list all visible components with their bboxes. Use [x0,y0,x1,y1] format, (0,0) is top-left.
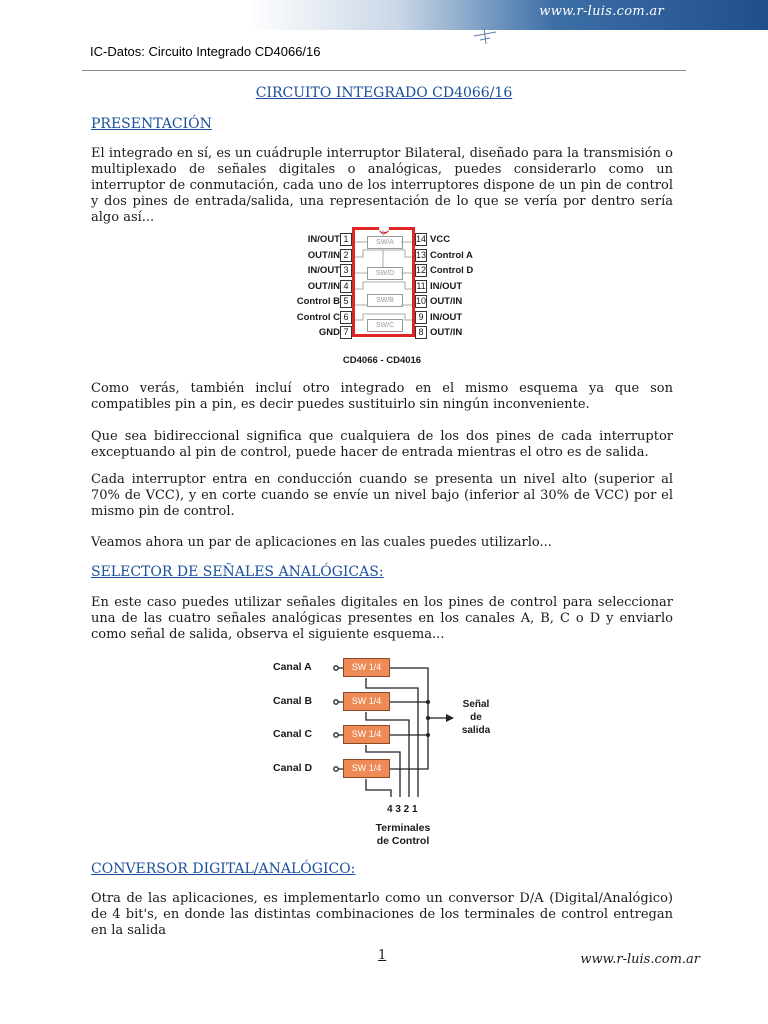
pin-label-8: OUT/IN [430,327,463,338]
pin-number-14: 14 [416,234,427,244]
pin-label-7: GND [318,327,340,338]
pin-number-9: 9 [415,311,427,324]
channel-c-label: Canal C [273,728,313,740]
pin-label-2: OUT/IN [307,250,340,261]
switch-b: SW/B [367,294,403,307]
control-terminal-numbers: 4 3 2 1 [387,804,418,815]
chip-body [352,227,415,337]
section-heading-conversor: CONVERSOR DIGITAL/ANALÓGICO: [91,861,356,877]
paragraph-conversor: Otra de las aplicaciones, es implementarlo como un conversor D/A (Digital/Analógico) de 4 bit's, en donde las distintas combinaciones de los terminales de control entregan en la salida [91,891,673,938]
paragraph-bidirectional: Que sea bidireccional significa que cualquiera de los dos pines de cada interruptor exceptuando al pin de control, puede hacer de entrada mientras el otro es de salida. [91,429,673,460]
switch-a: SW/A [367,236,403,249]
pin-label-10: OUT/IN [430,296,463,307]
pin-number-10: 10 [416,296,427,306]
header-divider [82,70,686,71]
pin-label-1: IN/OUT [307,234,340,245]
pin-label-14: VCC [430,234,451,245]
pin-label-6: Control C [296,312,340,323]
channel-a-label: Canal A [273,661,312,673]
pin-number-1: 1 [340,233,352,246]
chip-pinout-figure [284,222,480,372]
paragraph-intro: El integrado en sí, es un cuádruple interruptor Bilateral, diseñado para la transmisión o multiplexado de señales digitales o analógicas, puedes considerarlo como un interruptor de conmutación, cada uno de los interruptores dispone de un pin de control y dos pines de entrada/salida, una representación de lo que se vería por dentro sería algo así... [91,146,673,225]
paragraph-applications: Veamos ahora un par de aplicaciones en las cuales puedes utilizarlo... [91,535,552,550]
switch-box-b: SW 1/4 [343,692,390,711]
pin-number-8: 8 [415,326,427,339]
switch-d: SW/D [367,267,403,280]
decorative-mark-icon [470,26,500,46]
paragraph-selector: En este caso puedes utilizar señales digitales en los pines de control para seleccionar una de las cuatro señales analógicas presentes en los canales A, B, C o D y enviarlo como señal de salida, observa el siguiente esquema... [91,595,673,642]
pin-number-4: 4 [340,280,352,293]
control-label-line-2: de Control [376,835,430,847]
switch-box-a: SW 1/4 [343,658,390,677]
banner-url: www.r-luis.com.ar [539,4,664,19]
pin-number-7: 7 [340,326,352,339]
switch-box-c: SW 1/4 [343,725,390,744]
pin-label-11: IN/OUT [430,281,463,292]
output-signal-label [456,698,496,737]
chip-internal-wiring [355,230,412,334]
output-label-line-1: Señal [462,699,490,710]
page-title: CIRCUITO INTEGRADO CD4066/16 [255,85,513,101]
section-heading-selector: SELECTOR DE SEÑALES ANALÓGICAS: [91,564,384,580]
selector-diagram [268,652,508,852]
pin-number-11: 11 [416,281,426,291]
pin-label-13: Control A [430,250,473,261]
switch-c: SW/C [367,319,403,332]
pin-label-12: Control D [430,265,474,276]
channel-d-label: Canal D [273,762,313,774]
control-terminals-label [363,822,443,848]
pin-label-4: OUT/IN [307,281,340,292]
footer-url: www.r-luis.com.ar [580,952,700,967]
control-label-line-1: Terminales [375,822,431,834]
pin-label-9: IN/OUT [430,312,463,323]
pin-label-3: IN/OUT [307,265,340,276]
pin-number-3: 3 [340,264,352,277]
pin-number-12: 12 [416,265,427,275]
pin-number-2: 2 [340,249,352,262]
switch-box-d: SW 1/4 [343,759,390,778]
channel-b-label: Canal B [273,695,313,707]
header-banner [0,0,768,30]
pin-number-5: 5 [340,295,352,308]
output-label-line-2: de [470,712,482,723]
paragraph-compatibility: Como verás, también incluí otro integrado en el mismo esquema ya que son compatibles pin a pin, es decir puedes sustituirlo sin ningún inconveniente. [91,381,673,412]
section-heading-presentacion: PRESENTACIÓN [91,116,212,132]
pin-number-6: 6 [340,311,352,324]
pin-number-13: 13 [416,250,427,260]
page-number: 1 [378,948,387,963]
chip-caption: CD4066 - CD4016 [342,355,422,366]
paragraph-conduction: Cada interruptor entra en conducción cuando se presenta un nivel alto (superior al 70% de VCC), y en corte cuando se envíe un nivel bajo (inferior al 30% de VCC) por el mismo pin de control. [91,472,673,519]
output-label-line-3: salida [461,725,491,736]
pin-label-5: Control B [296,296,340,307]
header-doc-title: IC-Datos: Circuito Integrado CD4066/16 [90,44,321,59]
